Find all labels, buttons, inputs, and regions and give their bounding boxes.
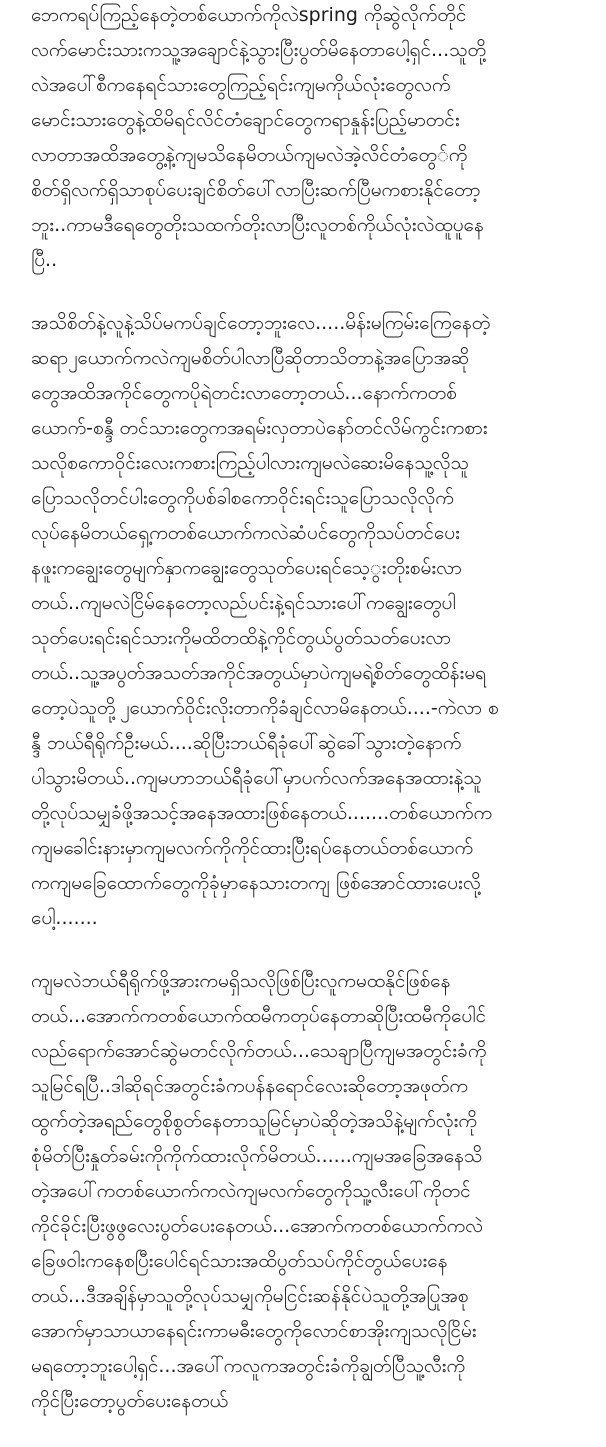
text-line: နဖူးကချွေးတွေမျက်နှာကချွေးတွေသုတ်ပေးရင်သေ့ွးတိုးစမ်းလာ: [31, 557, 462, 579]
text-line: ကိုင်ခိုင်းပြီးဖွဖွလေးပွတ်ပေးနေတယ်...အောက်ကတစ်ယောက်ကလဲ: [31, 1215, 483, 1237]
post-body: [31, 0, 583, 1447]
text-line: သူမြင်ရပြီ..ဒါဆိုရင်အတွင်းခံကပန်နရောင်လေးဆိုတော့အဖုတ်က: [31, 1075, 468, 1097]
text-line: န္ဒီ ဘယ်ရီရိုက်ဦးမယ်....ဆိုပြီးဘယ်ရီခုံပေါ်ဆွဲခေါ်သွားတဲ့နောက်: [31, 732, 462, 754]
text-line: လဲအပေါ်စီကနေရင်သားတွေကြည့်ရင်းကျမကိုယ်လုံးတွေလက်: [31, 74, 451, 96]
text-line: ပါသွားမိတယ်..ကျမဟာဘယ်ရီခုံပေါ်မှာပက်လက်အနေအထားနဲ့သူ: [31, 767, 482, 789]
text-line: အသိစိတ်နဲ့လူနဲ့သိပ်မကပ်ချင်တော့ဘူးလေ.....မိန်းမကြမ်းကြေနေတဲ့: [31, 312, 491, 334]
text-line: တဲ့အပေါ်ကတစ်ယောက်ကလဲကျမလက်တွေကိုသူ့လီးပေါ်ကိုတင်: [31, 1180, 471, 1202]
text-line: တယ်..သူ့အပွတ်အသတ်အကိုင်အတွယ်မှာပဲကျမရဲ့စိတ်တွေထိန်းမရ: [31, 662, 487, 684]
text-line: ပြောသလိုတင်ပါးတွေကိုပစ်ခါစကောဝိုင်းရင်းသူပြောသလိုလိုက်: [31, 487, 454, 509]
text-line: တယ်...ဒီအချိန်မှာသူတို့လုပ်သမျှကိုမငြင်းဆန်နိုင်ပဲသူတို့အပြုအစု: [31, 1285, 469, 1307]
text-line: ကိုင်ပြီးတော့ပွတ်ပေးနေတယ်: [31, 1390, 229, 1412]
text-line: ဘေကရပ်ကြည့်နေတဲ့တစ်ယောက်ကိုလဲspring ကိုဆွဲလိုက်တိုင်: [31, 4, 467, 26]
paragraph-1: [31, 0, 583, 278]
text-line: ကကျမခြေထောက်တွေကိုခုံမှာနေသားတကျ ဖြစ်အောင်ထားပေးလို့: [31, 872, 481, 894]
text-line: စုံမိတ်ပြီးနှုတ်ခမ်းကိုကိုက်ထားလိုက်မိတယ်......ကျမအခြေအနေသိ: [31, 1145, 483, 1167]
text-line: ယောက်-စန္ဒီ တင်သားတွေကအရမ်းလှတာပဲနော်တင်လိမ်ကွင်းကစား: [31, 417, 488, 439]
text-line: ခြေဖဝါးကနေစပြီးပေါင်ရင်သားအထိပွတ်သပ်ကိုင်တွယ်ပေးနေ: [31, 1250, 448, 1272]
text-line: အောက်မှာသာယာနေရင်းကာမဓီးတွေကိုလောင်စာအိုးကျသလိုငြိမ်း: [31, 1320, 477, 1342]
text-line: လည်ရောက်အောင်ဆွဲမတင်လိုက်တယ်...သေချာပြီကျမအတွင်းခံကို: [31, 1040, 487, 1062]
text-line: တို့လုပ်သမျှခံဖို့အသင့်အနေအထားဖြစ်နေတယ်.......တစ်ယောက်က: [31, 802, 493, 824]
text-line: တော့ပဲသူတို့၂ယောက်ဝိုင်းလိုးတာကိုခံချင်လာမိနေတယ်....-ကဲလာ စ: [31, 697, 499, 719]
text-line: ကျမလဲဘယ်ရီရိုက်ဖို့အားကမရှိသလိုဖြစ်ပြီးလူကမထနိုင်ဖြစ်နေ: [31, 970, 451, 992]
text-line: တယ်...အောက်ကတစ်ယောက်ထမီကတုပ်နေတာဆိုပြီးထမီကိုပေါင်: [31, 1005, 487, 1027]
text-line: ထွက်တဲ့အရည်တွေစိုစွတ်နေတာသူမြင်မှာပဲဆိုတဲ့အသိနဲ့မျက်လုံးကို: [31, 1110, 477, 1132]
text-line: ကျမခေါင်းနားမှာကျမလက်ကိုကိုင်ထားပြီးရပ်နေတယ်တစ်ယောက်: [31, 837, 474, 859]
text-line: လက်မောင်းသားကသူ့အချောင်နဲ့သွားပြီးပွတ်မိနေတာပေါ့ရှင်...သူတို့: [31, 39, 486, 61]
text-line: ပေါ့.......: [31, 907, 98, 929]
text-line: စိတ်ရှိလက်ရှိသာစုပ်ပေးချင်စိတ်ပေါ်လာပြီးဆက်ပြီမကစားနိုင်တော့: [31, 179, 481, 201]
text-line: သုတ်ပေးရင်းရင်သားကိုမထိတထိနဲ့ကိုင်တွယ်ပွတ်သတ်ပေးလာ: [31, 627, 451, 649]
text-line: တယ်..ကျမလဲငြိမ်နေတော့လည်ပင်းနဲ့ရင်သားပေါ်ကချွေးတွေပါ: [31, 592, 456, 614]
paragraph-3: [31, 964, 583, 1419]
text-line: လုပ်နေမိတယ်ရှေ့ကတစ်ယောက်ကလဲဆံပင်တွေကိုသပ်တင်ပေး: [31, 522, 460, 544]
text-line: ဆရာ၂ယောက်ကလဲကျမစိတ်ပါလာပြီဆိုတာသိတာနဲ့အပြောအဆို: [31, 347, 470, 369]
text-line: တွေအထိအကိုင်တွေကပိုရဲတင်းလာတော့တယ်...နောက်ကတစ်: [31, 382, 457, 404]
text-line: ပြီ..: [31, 249, 58, 271]
text-line: သလိုစကောဝိုင်းလေးကစားကြည့်ပါလားကျမလဲဆေးမိနေသူ့လိုသူ: [31, 452, 469, 474]
text-line: မရတော့ဘူးပေါ့ရှင်...အပေါ်ကလူကအတွင်းခံကိုချွတ်ပြီသူ့လီးကို: [31, 1355, 466, 1377]
text-line: လာတာအထိအတွေ့နဲ့ကျမသိနေမိတယ်ကျမလဲအဲ့လိင်တံတွေ်ကို: [31, 144, 468, 166]
paragraph-2: [31, 306, 583, 936]
text-line: မောင်းသားတွေနဲ့ထိမိရင်လိင်တံချောင်တွေကရာနှုန်းပြည့်မာတင်း: [31, 109, 460, 131]
text-line: ဘူး..ကာမဒီရေတွေတိုးသထက်တိုးလာပြီးလူတစ်ကိုယ်လုံးလဲထူပူနေ: [31, 214, 484, 236]
